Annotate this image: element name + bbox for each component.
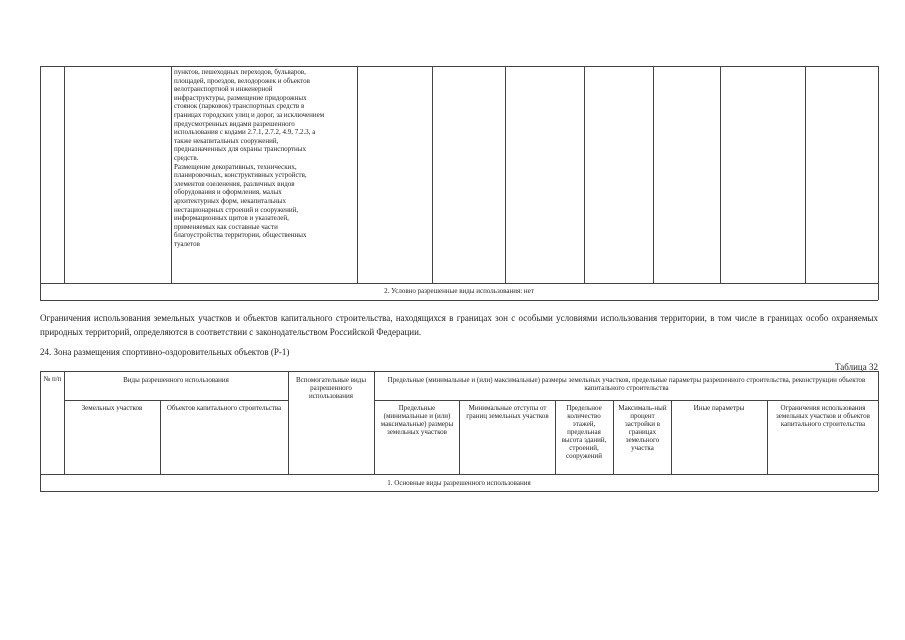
main-use-row: 1. Основные виды разрешенного использования	[387, 479, 531, 487]
permitted-use-line: информационных щитов и указателей,	[174, 214, 289, 223]
sub-floors-header: Предельное количество этажей, предельная высота зданий, строений, сооружений	[561, 404, 607, 460]
zone-heading: 24. Зона размещения спортивно-оздоровительных объектов (Р-1)	[40, 347, 290, 357]
permitted-use-line: стоянок (парковок) транспортных средств в	[174, 102, 305, 111]
sub-percent-header: Максималь-ный процент застройки в границах земельного участка	[618, 404, 667, 452]
permitted-use-line: предназначенных для охраны транспортных	[174, 145, 307, 154]
col-capital-header: Объектов капитального строительства	[166, 404, 282, 412]
sub-other-header: Иные параметры	[693, 404, 745, 412]
restriction-paragraph: Ограничения использования земельных участков и объектов капитального строительства, находящихся в границах зон с особыми условиями использования территории, в том числе в границах особо охраняемых природных территорий, определяются в соответствии с законодательством Российской Федерации.	[40, 313, 878, 337]
conditional-use-row: 2. Условно разрешенные виды использования: нет	[384, 287, 534, 295]
permitted-use-line: также некапитальных сооружений,	[174, 136, 279, 145]
permitted-use-line: использования с кодами 2.7.1, 2.7.2, 4.9, 7.2.3, а	[174, 128, 316, 137]
sub-size-header: Предельные (минимальные и (или) максимальные) размеры земельных участков	[380, 404, 454, 436]
col-land-header: Земельных участков	[81, 404, 143, 412]
col-limits-header: Предельные (минимальные и (или) максимальные) размеры земельных участков, предельные параметры разрешенного строительства, реконструкции объектов капитального строительства	[387, 376, 866, 392]
permitted-use-line: планировочных, конструктивных устройств,	[174, 171, 307, 180]
permitted-use-line: элементов озеленения, различных видов	[174, 179, 295, 188]
permitted-use-text	[174, 68, 356, 248]
permitted-use-line: пунктов, пешеходных переходов, бульваров,	[174, 68, 306, 76]
permitted-use-line: Размещение декоративных, технических,	[174, 162, 297, 171]
table-label: Таблица 32	[835, 362, 878, 372]
permitted-use-line: предусмотренных видами разрешенного	[174, 119, 295, 128]
sub-restrictions-header: Ограничения использования земельных участков и объектов капитального строительства	[776, 404, 870, 428]
col-auxiliary-header: Вспомогательные виды разрешенного использования	[295, 376, 367, 400]
permitted-use-line: средств.	[174, 153, 199, 162]
permitted-use-line: велотранспортной и инженерной	[174, 85, 273, 94]
permitted-use-line: архитектурных форм, некапитальных	[174, 196, 286, 205]
permitted-use-line: инфраструктуры, размещение придорожных	[174, 93, 307, 102]
sub-setback-header: Минимальные отступы от границ земельных участков	[466, 404, 549, 420]
permitted-use-line: применяемых как составные части	[174, 222, 278, 231]
col-number-header: № п/п	[43, 375, 62, 383]
permitted-use-line: границах городских улиц и дорог, за исключением	[174, 110, 325, 119]
permitted-use-line: туалетов	[174, 239, 200, 248]
permitted-use-line: площадей, проездов, велодорожек и объектов	[174, 76, 310, 85]
col-use-types-header: Виды разрешенного использования	[123, 376, 229, 384]
permitted-use-line: благоустройства территории, общественных	[174, 231, 307, 240]
permitted-use-line: оборудования и оформления, малых	[174, 188, 282, 197]
permitted-use-line: нестационарных строений и сооружений,	[174, 205, 299, 214]
